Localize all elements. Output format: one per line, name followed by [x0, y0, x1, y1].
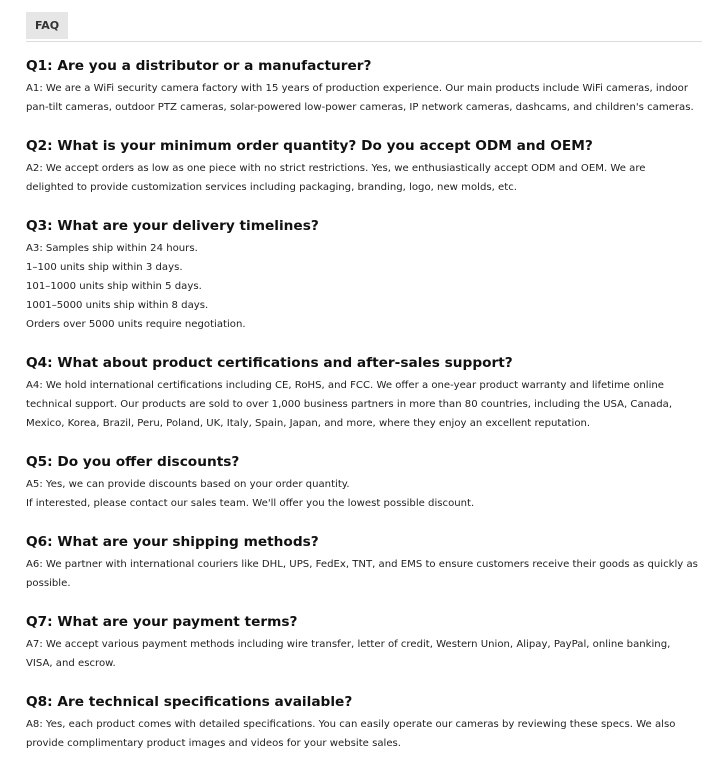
- tab-bar: [26, 12, 702, 42]
- faq-question: Q1: Are you a distributor or a manufacturer?: [26, 58, 372, 74]
- faq-question: Q2: What is your minimum order quantity? Do you accept ODM and OEM?: [26, 138, 593, 154]
- faq-item: [26, 354, 702, 433]
- faq-question: Q5: Do you offer discounts?: [26, 454, 240, 470]
- faq-answer-line: 1001–5000 units ship within 8 days.: [26, 300, 209, 311]
- faq-question: Q6: What are your shipping methods?: [26, 534, 319, 550]
- faq-answer-line: A3: Samples ship within 24 hours.: [26, 243, 198, 254]
- faq-item: [26, 613, 702, 673]
- faq-answer-line: pan-tilt cameras, outdoor PTZ cameras, solar-powered low-power cameras, IP network cameras, dashcams, and children's cameras.: [26, 102, 694, 113]
- faq-answer-line: delighted to provide customization services including packaging, branding, logo, new molds, etc.: [26, 182, 517, 193]
- faq-answer-line: A2: We accept orders as low as one piece with no strict restrictions. Yes, we enthusiastically accept ODM and OEM. We are: [26, 163, 646, 174]
- faq-answer-line: A8: Yes, each product comes with detailed specifications. You can easily operate our cameras by reviewing these specs. We also: [26, 719, 676, 730]
- faq-answer-line: A4: We hold international certifications including CE, RoHS, and FCC. We offer a one-year product warranty and lifetime online: [26, 380, 665, 391]
- faq-question: Q3: What are your delivery timelines?: [26, 218, 319, 234]
- faq-item: [26, 217, 702, 334]
- faq-answer-line: possible.: [26, 578, 71, 589]
- faq-list: [26, 57, 702, 753]
- faq-item: [26, 533, 702, 593]
- faq-answer-line: 101–1000 units ship within 5 days.: [26, 281, 202, 292]
- faq-question: Q4: What about product certifications and after-sales support?: [26, 355, 513, 371]
- faq-answer-line: A1: We are a WiFi security camera factory with 15 years of production experience. Our main products include WiFi cameras, indoor: [26, 83, 689, 94]
- faq-answer-line: If interested, please contact our sales team. We'll offer you the lowest possible discount.: [26, 498, 475, 509]
- faq-question: Q8: Are technical specifications available?: [26, 694, 353, 710]
- tab-faq[interactable]: FAQ: [26, 12, 68, 39]
- faq-answer-line: VISA, and escrow.: [26, 658, 116, 669]
- faq-answer-line: 1–100 units ship within 3 days.: [26, 262, 183, 273]
- faq-answer-line: A5: Yes, we can provide discounts based on your order quantity.: [26, 479, 350, 490]
- faq-question: Q7: What are your payment terms?: [26, 614, 298, 630]
- faq-item: [26, 137, 702, 197]
- faq-item: [26, 57, 702, 117]
- faq-item: [26, 453, 702, 513]
- faq-answer-line: technical support. Our products are sold to over 1,000 business partners in more than 80 countries, including the USA, Canada,: [26, 399, 673, 410]
- faq-item: [26, 693, 702, 753]
- faq-answer-line: A6: We partner with international couriers like DHL, UPS, FedEx, TNT, and EMS to ensure customers receive their goods as quickly as: [26, 559, 698, 570]
- faq-answer-line: A7: We accept various payment methods including wire transfer, letter of credit, Western Union, Alipay, PayPal, online banking,: [26, 639, 671, 650]
- faq-answer-line: Mexico, Korea, Brazil, Peru, Poland, UK, Italy, Spain, Japan, and more, where they enjoy an excellent reputation.: [26, 418, 591, 429]
- faq-answer-line: Orders over 5000 units require negotiation.: [26, 319, 246, 330]
- faq-answer-line: provide complimentary product images and videos for your website sales.: [26, 738, 402, 749]
